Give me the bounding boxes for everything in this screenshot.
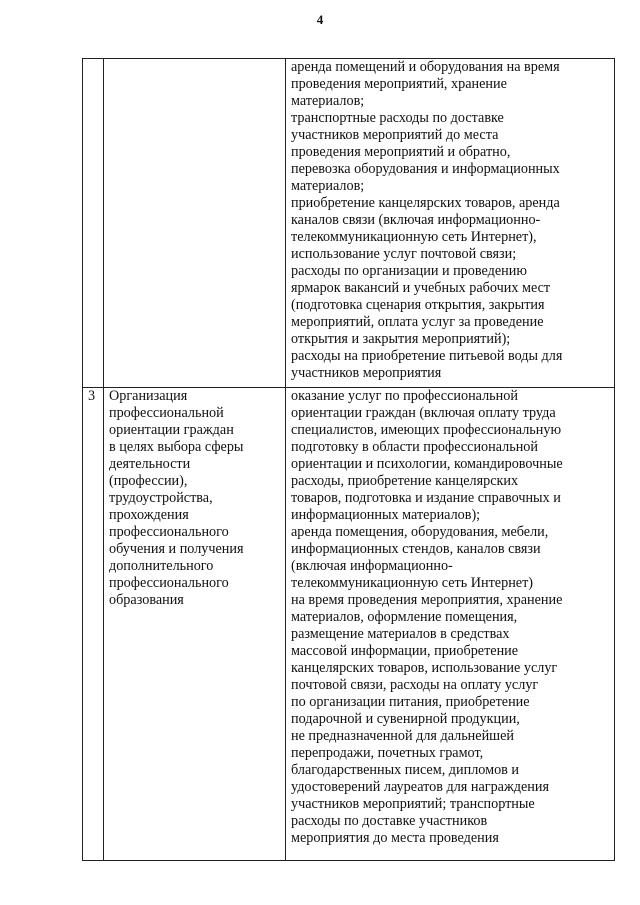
content-line: проведения мероприятий, хранение (291, 76, 507, 92)
row-content-cell (286, 59, 615, 388)
content-line: на время проведения мероприятия, хранение (291, 592, 563, 608)
content-line: приобретение канцелярских товаров, аренда (291, 195, 560, 211)
content-line: проведения мероприятий и обратно, (291, 144, 511, 160)
content-line: мероприятий, оплата услуг за проведение (291, 314, 544, 330)
content-line: расходы на приобретение питьевой воды для (291, 348, 563, 364)
content-line: расходы, приобретение канцелярских (291, 473, 519, 489)
title-line: профессионального (109, 575, 229, 591)
content-line: информационных стендов, каналов связи (291, 541, 541, 557)
content-line: материалов; (291, 178, 365, 194)
content-line: канцелярских товаров, использование услуг (291, 660, 558, 676)
content-line: аренда помещений и оборудования на время (291, 59, 560, 75)
content-line: подготовку в области профессиональной (291, 439, 538, 455)
content-line: информационных материалов); (291, 507, 481, 523)
content-line: открытия и закрытия мероприятий); (291, 331, 511, 347)
content-line: телекоммуникационную сеть Интернет), (291, 229, 537, 245)
table-row (83, 59, 615, 388)
content-line: специалистов, имеющих профессиональную (291, 422, 562, 438)
content-line: массовой информации, приобретение (291, 643, 519, 659)
content-line: не предназначенной для дальнейшей (291, 728, 514, 744)
content-line: транспортные расходы по доставке (291, 110, 504, 126)
funding-table (82, 58, 615, 861)
content-line: по организации питания, приобретение (291, 694, 530, 710)
content-line: телекоммуникационную сеть Интернет) (291, 575, 534, 591)
content-line: материалов; (291, 93, 365, 109)
row-title-cell (104, 59, 286, 388)
content-line: расходы по организации и проведению (291, 263, 527, 279)
content-line: использование услуг почтовой связи; (291, 246, 517, 262)
title-line: профессиональной (109, 405, 224, 421)
title-line: образования (109, 592, 184, 608)
row-content-cell (286, 388, 615, 861)
title-line: в целях выбора сферы (109, 439, 244, 455)
page-number: 4 (316, 12, 324, 27)
content-line: перепродажи, почетных грамот, (291, 745, 484, 761)
content-line: ориентации граждан (включая оплату труда (291, 405, 556, 421)
content-line: каналов связи (включая информационно- (291, 212, 541, 228)
content-line: размещение материалов в средствах (291, 626, 510, 642)
content-line: мероприятия до места проведения (291, 830, 499, 846)
content-line: ориентации и психологии, командировочные (291, 456, 563, 472)
content-line: материалов, оформление помещения, (291, 609, 518, 625)
content-line: подарочной и сувенирной продукции, (291, 711, 520, 727)
title-line: (профессии), (109, 473, 188, 489)
content-line: участников мероприятий; транспортные (291, 796, 535, 812)
content-line: удостоверений лауреатов для награждения (291, 779, 549, 795)
content-line: участников мероприятия (291, 365, 442, 381)
title-line: ориентации граждан (109, 422, 234, 438)
title-line: деятельности (109, 456, 191, 472)
row-number-cell: 3 (83, 388, 104, 861)
content-line: перевозка оборудования и информационных (291, 161, 560, 177)
row-number-cell (83, 59, 104, 388)
table-row (83, 388, 615, 861)
row-title-cell (104, 388, 286, 861)
content-line: участников мероприятий до места (291, 127, 499, 143)
title-line: прохождения (109, 507, 189, 523)
title-line: трудоустройства, (109, 490, 213, 506)
content-line: оказание услуг по профессиональной (291, 388, 518, 404)
content-line: товаров, подготовка и издание справочных и (291, 490, 561, 506)
title-line: дополнительного (109, 558, 214, 574)
content-line: ярмарок вакансий и учебных рабочих мест (291, 280, 551, 296)
content-line: почтовой связи, расходы на оплату услуг (291, 677, 539, 693)
content-line: расходы по доставке участников (291, 813, 488, 829)
title-line: обучения и получения (109, 541, 244, 557)
content-line: (подготовка сценария открытия, закрытия (291, 297, 545, 313)
content-line: аренда помещения, оборудования, мебели, (291, 524, 549, 540)
content-line: (включая информационно- (291, 558, 453, 574)
title-line: профессионального (109, 524, 229, 540)
title-line: Организация (109, 388, 188, 404)
content-line: благодарственных писем, дипломов и (291, 762, 520, 778)
